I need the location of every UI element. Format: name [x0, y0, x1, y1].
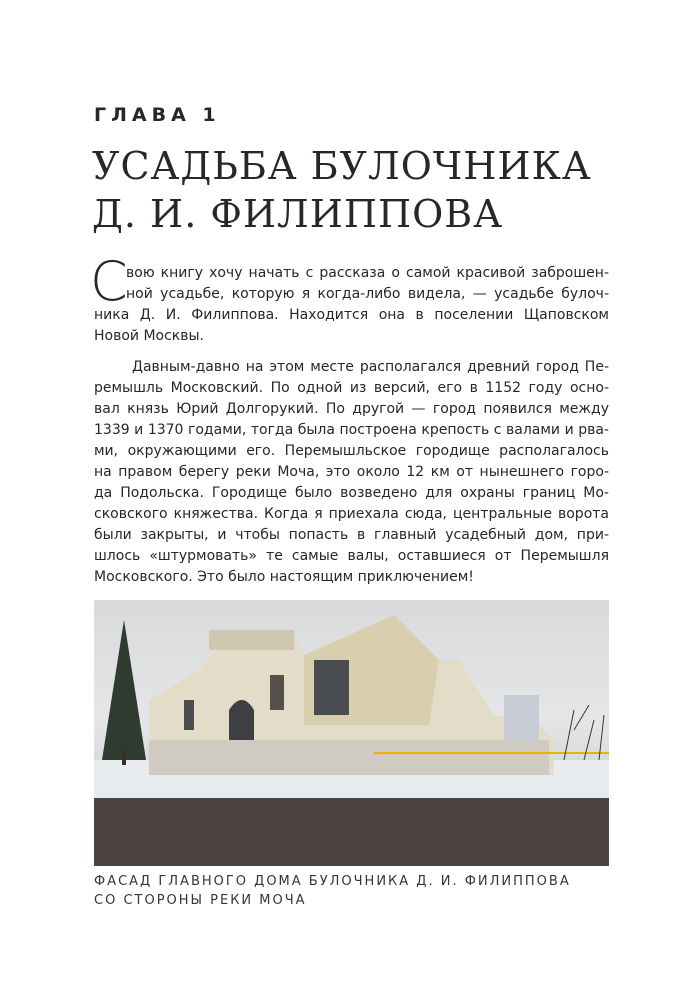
text-line: шлось «штурмовать» те самые валы, оставшиеся от Перемышля [94, 548, 609, 564]
caption-line: СО СТОРОНЫ РЕКИ МОЧА [94, 893, 307, 908]
title-line: УСАДЬБА БУЛОЧНИКА [92, 144, 592, 188]
text-line: сковского княжества. Когда я приехала сюда, центральные ворота [94, 506, 609, 522]
photo-caption [94, 872, 571, 910]
text-line: 1339 и 1370 годами, тогда была построена крепость с валами и рва- [94, 422, 609, 438]
estate-photo [94, 600, 609, 798]
text-line: да Подольска. Городище было возведено для охраны границ Мо- [94, 485, 609, 501]
text-line: вал князь Юрий Долгорукий. По другой — город появился между [94, 401, 609, 417]
text-line: вою книгу хочу начать с рассказа о самой красивой заброшен- [126, 265, 609, 281]
chapter-label: ГЛАВА 1 [94, 104, 221, 126]
text-line: были закрыты, и чтобы попасть в главный усадебный дом, при- [94, 527, 609, 543]
text-line: Новой Москвы. [94, 328, 205, 344]
body-text [90, 250, 609, 598]
photo-bottom-band [94, 798, 609, 866]
paragraph [94, 357, 609, 588]
text-line: ной усадьбе, которую я когда-либо видела, — усадьбе булоч- [126, 286, 609, 302]
chapter-title [92, 142, 592, 238]
drop-cap: С [90, 250, 128, 313]
text-line: Московского. Это было настоящим приключением! [94, 569, 474, 585]
caption-line: ФАСАД ГЛАВНОГО ДОМА БУЛОЧНИКА Д. И. ФИЛИППОВА [94, 874, 571, 889]
text-line: Давным-давно на этом месте располагался древний город Пе- [132, 359, 609, 375]
text-line: ремышль Московский. По одной из версий, его в 1152 году осно- [94, 380, 609, 396]
building-illustration [94, 600, 609, 798]
text-line: ми, окружающими его. Перемышльское городище располагалось [94, 443, 609, 459]
title-line: Д. И. ФИЛИППОВА [92, 192, 504, 236]
text-line: на правом берегу реки Моча, это около 12 км от нынешнего горо- [94, 464, 609, 480]
paragraph [90, 250, 609, 347]
text-line: ника Д. И. Филиппова. Находится она в поселении Щаповском [94, 307, 609, 323]
